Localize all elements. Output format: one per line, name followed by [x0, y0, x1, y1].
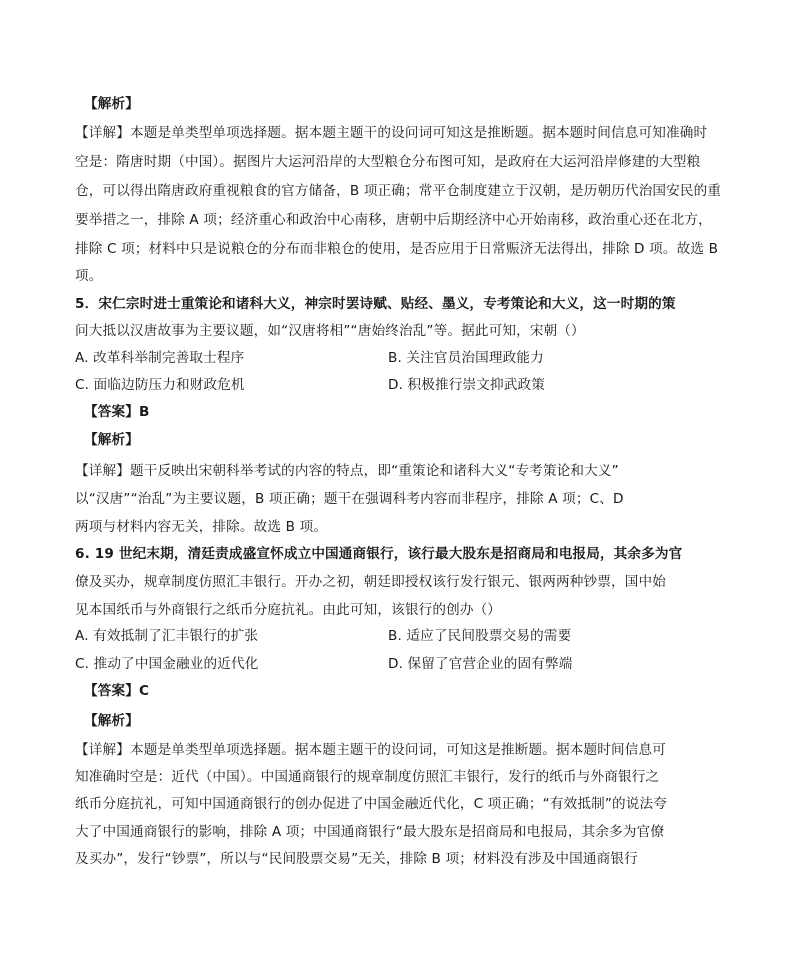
q6-answer: 【答案】C [84, 683, 150, 699]
q6-detail-line: 及买办”，发行“钞票”，所以与“民间股票交易”无关，排除 B 项；材料没有涉及中国通商银行 [75, 851, 638, 867]
q5-analysis-label: 【解析】 [84, 432, 139, 448]
q5-option-c: C. 面临边防压力和财政危机 [75, 377, 245, 393]
q6-detail-line: 大了中国通商银行的影响，排除 A 项；中国通商银行“最大股东是招商局和电报局，其余多为官僚 [75, 824, 665, 840]
q5-detail-line: 以“汉唐”“治乱”为主要议题，B 项正确；题干在强调科考内容而非程序，排除 A 项；C、D [75, 491, 624, 507]
q6-analysis-label: 【解析】 [84, 713, 139, 729]
q5-stem-line: 5．宋仁宗时进士重策论和诸科大义，神宗时罢诗赋、贴经、墨义，专考策论和大义，这一时期的策 [75, 296, 676, 312]
q6-detail-line: 【详解】本题是单类型单项选择题。据本题主题干的设问词，可知这是推断题。据本题时间信息可 [75, 742, 666, 758]
q4-analysis-label: 【解析】 [84, 96, 139, 112]
q5-option-d: D. 积极推行崇文抑武政策 [388, 377, 545, 393]
q5-detail-line: 两项与材料内容无关，排除。故选 B 项。 [75, 519, 328, 535]
q6-option-a: A. 有效抵制了汇丰银行的扩张 [75, 628, 259, 644]
q4-detail-line: 空是：隋唐时期（中国）。据图片大运河沿岸的大型粮仓分布图可知，是政府在大运河沿岸修建的大型粮 [75, 154, 701, 170]
q6-option-d: D. 保留了官营企业的固有弊端 [388, 656, 573, 672]
q6-detail-line: 纸币分庭抗礼，可知中国通商银行的创办促进了中国金融近代化，C 项正确；“有效抵制”的说法夸 [75, 796, 667, 812]
q6-stem-line: 僚及买办，规章制度仿照汇丰银行。开办之初，朝廷即授权该行发行银元、银两两种钞票，国中始 [75, 574, 666, 590]
q6-stem-line: 见本国纸币与外商银行之纸币分庭抗礼。由此可知，该银行的创办（） [75, 602, 502, 618]
q4-detail-line: 仓，可以得出隋唐政府重视粮食的官方储备，B 项正确；常平仓制度建立于汉朝，是历朝历代治国安民的重 [75, 183, 722, 199]
q4-detail-line: 排除 C 项；材料中只是说粮仓的分布而非粮仓的使用，是否应用于日常赈济无法得出，排除 D 项。故选 B [75, 241, 719, 257]
q6-detail-line: 知准确时空是：近代（中国）。中国通商银行的规章制度仿照汇丰银行，发行的纸币与外商银行之 [75, 769, 660, 785]
q5-option-b: B. 关注官员治国理政能力 [388, 350, 544, 366]
q6-stem-line: 6. 19 世纪末期，清廷责成盛宣怀成立中国通商银行，该行最大股东是招商局和电报局，其余多为官 [75, 546, 683, 562]
q5-detail-line: 【详解】题干反映出宋朝科举考试的内容的特点，即“重策论和诸科大义“专考策论和大义” [75, 463, 619, 479]
q5-answer: 【答案】B [84, 404, 150, 420]
q5-stem-line: 问大抵以汉唐故事为主要议题，如“汉唐将相”“唐始终治乱”等。据此可知，宋朝（） [75, 323, 585, 339]
q5-option-a: A. 改革科举制完善取士程序 [75, 350, 245, 366]
q6-option-b: B. 适应了民间股票交易的需要 [388, 628, 572, 644]
q6-option-c: C. 推动了中国金融业的近代化 [75, 656, 259, 672]
q4-detail-line: 【详解】本题是单类型单项选择题。据本题主题干的设问词可知这是推断题。据本题时间信息可知准确时 [75, 125, 708, 141]
q4-detail-line: 项。 [75, 268, 103, 284]
q4-detail-line: 要举措之一，排除 A 项；经济重心和政治中心南移，唐朝中后期经济中心开始南移，政治重心还在北方， [75, 212, 712, 228]
